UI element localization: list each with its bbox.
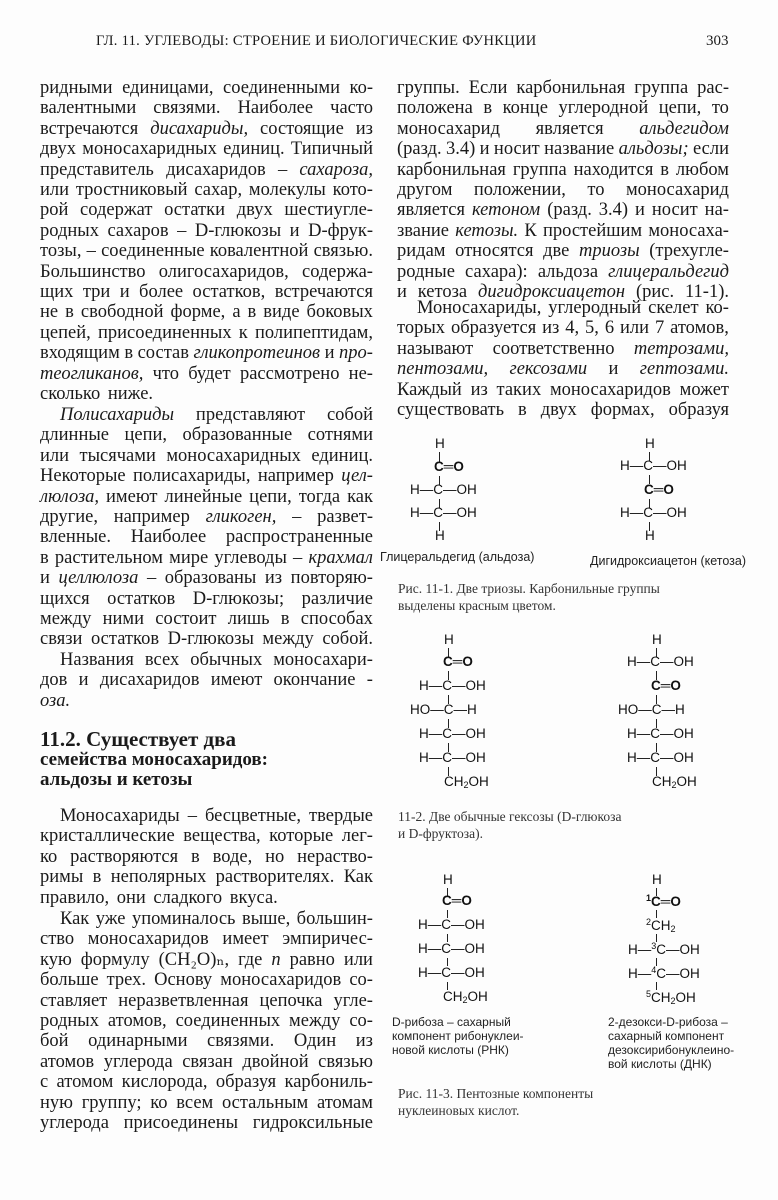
- text-line: ко растворяются в воде, но нераство-: [40, 846, 373, 867]
- text-line: и кетоза дигидроксиацетон (рис. 11-1).: [397, 282, 729, 302]
- atom-row: H—C—OH: [410, 482, 477, 497]
- text-line: правило, они сладкого вкуса.: [40, 887, 278, 908]
- text-line: кую формулу (CH₂O)ₙ, где n равно или: [40, 949, 373, 970]
- text-line: моносахарид является альдегидом: [397, 118, 729, 139]
- text-line: карбонильная группа находится в любом: [397, 159, 729, 180]
- text-line: атомов углерода связан двойной связью: [40, 1051, 373, 1072]
- text-line: родных атомов, соединенных между со-: [40, 1011, 373, 1031]
- text-line: кристаллические вещества, которые лег-: [40, 826, 373, 847]
- text-line: ридными единицами, соединенными ко-: [40, 78, 373, 98]
- text-line: Моносахариды, углеродный скелет ко-: [417, 298, 729, 318]
- text-line: Каждый из таких моносахаридов может: [397, 379, 729, 400]
- text-line: римы в неполярных растворителях. Как: [40, 867, 373, 888]
- carbonyl-group: $^1$C═O: [646, 893, 681, 909]
- text-line: теогликанов, что будет рассмотрено не-: [40, 363, 373, 384]
- figure-11-3-caption: Рис. 11-3. Пентозные компоненты нуклеиновых кислот.: [398, 1086, 594, 1118]
- text-line: цепей, присоединенных к полипептидам,: [40, 322, 373, 343]
- dihydroxyacetone-label: Дигидроксиацетон (кетоза): [590, 554, 746, 568]
- carbonyl-group: C═O: [443, 654, 473, 669]
- text-line: другом положении, то моносахарид: [397, 180, 729, 200]
- text-line: в растительном мире углеводы – крахмал: [40, 547, 373, 568]
- text-line: валентными связями. Наиболее часто: [40, 98, 373, 119]
- text-line: щихся остатков D-глюкозы; различие: [40, 588, 373, 609]
- text-line: или тростниковый сахар, молекулы кото-: [40, 180, 373, 200]
- text-line: между ними состоит лишь в способах: [40, 609, 373, 629]
- text-line: оза.: [40, 690, 71, 711]
- text-line: ставляет неразветвленная цепочка угле-: [40, 990, 373, 1011]
- text-line: ридам относятся две триозы (трехугле-: [397, 241, 729, 262]
- text-line: называют соответственно тетрозами,: [397, 338, 729, 359]
- text-line: (разд. 3.4) и носит название альдозы; если: [397, 139, 729, 160]
- glyceraldehyde-structure: [410, 436, 530, 556]
- text-line: существовать в двух формах, образуя: [397, 400, 729, 420]
- text-line: Моносахариды – бесцветные, твердые: [60, 806, 373, 826]
- text-line: положена в конце углеродной цепи, то: [397, 98, 729, 119]
- section-heading-line: семейства моносахаридов:: [40, 749, 268, 770]
- ribose-label: D-рибоза – сахарный компонент рибонуклеи- новой кислоты (РНК): [392, 1015, 524, 1057]
- text-line: углерода присоединены гидроксильные: [40, 1113, 373, 1133]
- atom-row: H—C—OH: [410, 505, 477, 520]
- carbonyl-group: C═O: [651, 678, 681, 693]
- text-line: бой одинарными связями. Один из: [40, 1031, 373, 1052]
- text-line: не в свободной форме, а в виде боковых: [40, 302, 373, 323]
- text-line: является кетоном (разд. 3.4) и носит на-: [397, 200, 729, 221]
- text-line: или тысячами моносахаридных единиц.: [40, 445, 373, 466]
- dihydroxyacetone-structure: H H—C—OH C═O H—C—OH H: [620, 436, 687, 543]
- figure-11-2-caption: 11-2. Две обычные гексозы (D-глюкоза и D-фруктоза).: [398, 809, 622, 841]
- text-line: с атомом кислорода, образуя карбониль-: [40, 1072, 373, 1093]
- carbonyl-group: C═O: [644, 482, 674, 497]
- text-line: Некоторые полисахариды, например цел-: [40, 466, 373, 487]
- text-line: Как уже упоминалось выше, большин-: [60, 909, 373, 929]
- text-line: связи остатков D-глюкозы между собой.: [40, 629, 373, 650]
- text-line: другие, например гликоген, – развет-: [40, 507, 373, 527]
- section-heading-line: 11.2. Существует два: [40, 727, 237, 751]
- text-line: больше трех. Основу моносахаридов со-: [40, 970, 373, 991]
- text-line: рой содержат остатки двух шестиугле-: [40, 200, 373, 221]
- section-heading-line: альдозы и кетозы: [40, 769, 193, 790]
- page-number: 303: [706, 33, 729, 49]
- atom: H: [435, 528, 445, 543]
- carbonyl-group: C═O: [442, 893, 472, 908]
- glyceraldehyde-label: Глицеральдегид (альдоза): [380, 550, 535, 564]
- text-line: родных сахаров – D-глюкозы и D-фрук-: [40, 220, 373, 241]
- text-line: представитель дисахаридов – сахароза,: [40, 159, 373, 180]
- text-line: группы. Если карбонильная группа рас-: [397, 78, 729, 98]
- atom: H: [435, 436, 445, 451]
- text-line: входящим в состав гликопротеинов и про-: [40, 343, 373, 364]
- text-line: щих три и более остатков, встречаются: [40, 282, 373, 302]
- carbonyl-group: C═O: [434, 459, 464, 474]
- text-line: люлоза, имеют линейные цепи, тогда как: [40, 486, 373, 507]
- text-line: звание кетозы. К простейшим моносаха-: [397, 220, 729, 241]
- text-line: ную группу; ко всем остальным атомам: [40, 1092, 373, 1113]
- deoxyribose-label: 2-дезокси-D-рибоза – сахарный компонент дезоксирибонуклеино- вой кислоты (ДНК): [608, 1015, 735, 1071]
- glucose-structure: H C═O H—C—OH HO—C—H H—C—OH H—C—OH $CH_2OH$: [410, 632, 489, 790]
- running-title: ГЛ. 11. УГЛЕВОДЫ: СТРОЕНИЕ И БИОЛОГИЧЕСКИЕ ФУНКЦИИ: [96, 33, 537, 49]
- text-line: сколько ниже.: [40, 384, 154, 404]
- text-line: двух моносахаридных единиц. Типичный: [40, 139, 373, 160]
- text-line: тозы, – соединенные ковалентной связью.: [40, 241, 373, 262]
- ribose-structure: H C═O H—C—OH H—C—OH H—C—OH $CH_2OH$: [418, 872, 488, 1005]
- text-line: пентозами, гексозами и гептозами.: [397, 359, 729, 380]
- text-line: торых образуется из 4, 5, 6 или 7 атомов,: [397, 318, 729, 339]
- text-line: и целлюлоза – образованы из повторяю-: [40, 568, 373, 589]
- text-line: Названия всех обычных моносахари-: [60, 650, 373, 670]
- text-line: ство моносахаридов имеет эмпиричес-: [40, 929, 373, 950]
- fructose-structure: H H—C—OH C═O HO—C—H H—C—OH H—C—OH $CH_2OH$: [618, 632, 697, 790]
- text-line: дов и дисахаридов имеют окончание -: [40, 670, 373, 691]
- deoxyribose-structure: H $^1$C═O $^2CH_2$ H—$^3$C—OH H—$^4$C—OH $^5CH_2OH$: [628, 872, 700, 1006]
- text-line: родные сахара): альдоза глицеральдегид: [397, 261, 729, 282]
- figure-11-1-caption: Рис. 11-1. Две триозы. Карбонильные группы выделены красным цветом.: [398, 581, 660, 613]
- text-line: Полисахариды представляют собой: [60, 405, 373, 425]
- text-line: вленные. Наиболее распространенные: [40, 527, 373, 548]
- text-line: встречаются дисахариды, состоящие из: [40, 118, 373, 139]
- text-line: длинные цепи, образованные сотнями: [40, 425, 373, 446]
- text-line: Большинство олигосахаридов, содержа-: [40, 261, 373, 282]
